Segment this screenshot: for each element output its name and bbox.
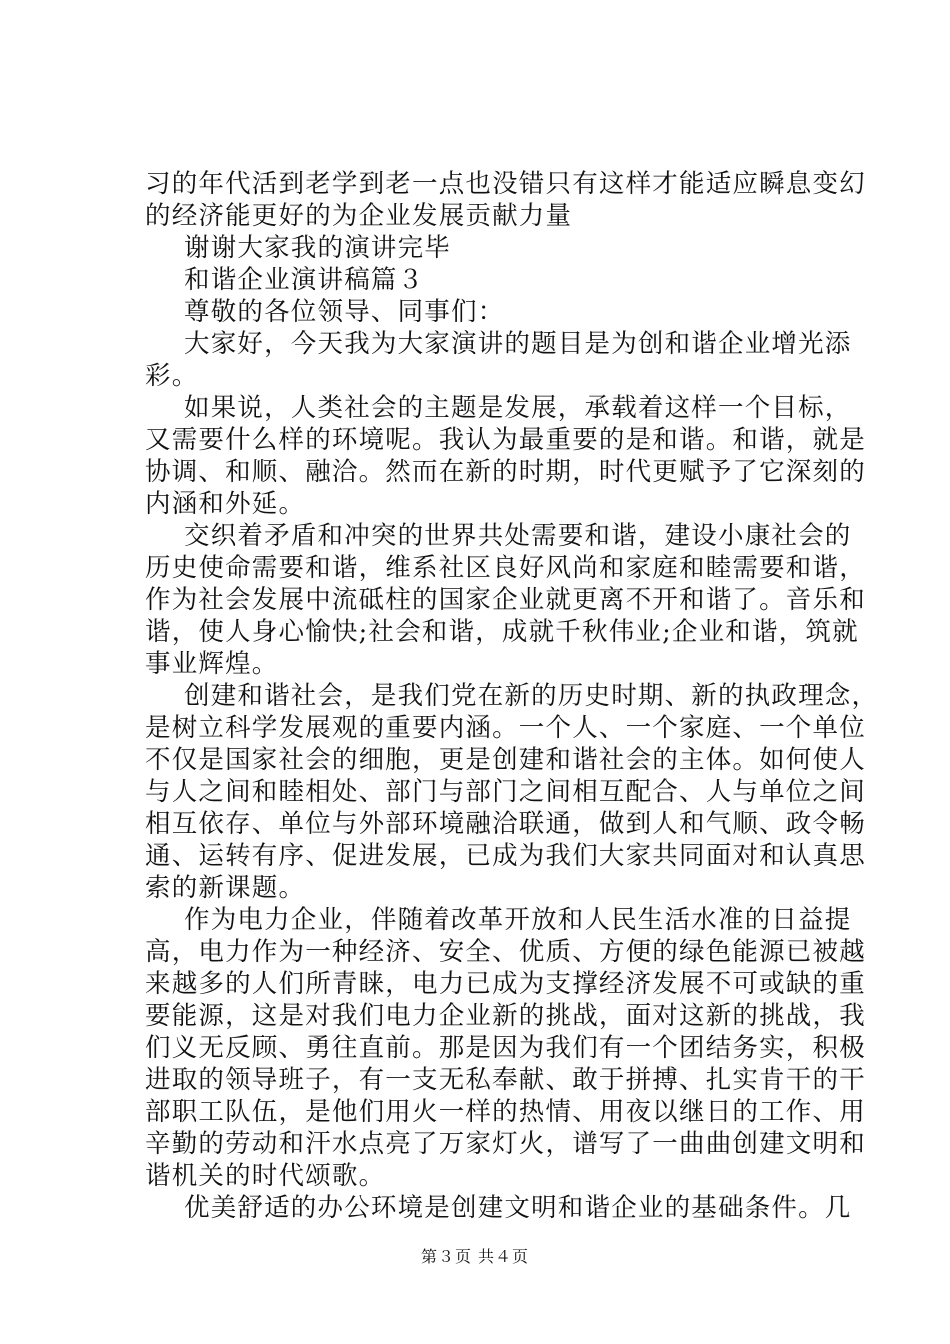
text-line: 们义无反顾、勇往直前。那是因为我们有一个团结务实，积极 bbox=[145, 1033, 866, 1063]
text-line: 谐机关的时代颂歌。 bbox=[145, 1161, 386, 1191]
text-line: 部职工队伍，是他们用火一样的热情、用夜以继日的工作、用 bbox=[145, 1097, 866, 1127]
text-line: 通、运转有序、促进发展，已成为我们大家共同面对和认真思 bbox=[145, 841, 866, 871]
document-body bbox=[145, 168, 879, 1224]
text-line: 事业辉煌。 bbox=[145, 649, 279, 679]
text-line: 的经济能更好的为企业发展贡献力量 bbox=[145, 201, 573, 231]
text-line: 和谐企业演讲稿篇３ bbox=[184, 265, 425, 295]
text-line: 进取的领导班子，有一支无私奉献、敢于拼搏、扎实肯干的干 bbox=[145, 1065, 866, 1095]
text-line: 习的年代活到老学到老一点也没错只有这样才能适应瞬息变幻 bbox=[145, 169, 866, 199]
text-line: 辛勤的劳动和汗水点亮了万家灯火，谱写了一曲曲创建文明和 bbox=[145, 1129, 866, 1159]
text-line: 协调、和顺、融洽。然而在新的时期，时代更赋予了它深刻的 bbox=[145, 457, 866, 487]
text-line: 交织着矛盾和冲突的世界共处需要和谐，建设小康社会的 bbox=[184, 521, 852, 551]
text-line: 相互依存、单位与外部环境融洽联通，做到人和气顺、政令畅 bbox=[145, 809, 866, 839]
text-line: 索的新课题。 bbox=[145, 873, 306, 903]
text-line: 高，电力作为一种经济、安全、优质、方便的绿色能源已被越 bbox=[145, 937, 866, 967]
text-line: 创建和谐社会，是我们党在新的历史时期、新的执政理念， bbox=[184, 681, 879, 711]
text-line: 彩。 bbox=[145, 361, 199, 391]
text-line: 历史使命需要和谐，维系社区良好风尚和家庭和睦需要和谐， bbox=[145, 553, 866, 583]
text-line: 与人之间和睦相处、部门与部门之间相互配合、人与单位之间 bbox=[145, 777, 866, 807]
text-line: 不仅是国家社会的细胞，更是创建和谐社会的主体。如何使人 bbox=[145, 745, 866, 775]
text-line: 谢谢大家我的演讲完毕 bbox=[184, 233, 452, 263]
text-line: 尊敬的各位领导、同事们： bbox=[184, 297, 505, 327]
text-line: 作为电力企业，伴随着改革开放和人民生活水准的日益提 bbox=[184, 905, 852, 935]
text-line: 作为社会发展中流砥柱的国家企业就更离不开和谐了。音乐和 bbox=[145, 585, 866, 615]
text-line: 大家好，今天我为大家演讲的题目是为创和谐企业增光添 bbox=[184, 329, 852, 359]
text-line: 内涵和外延。 bbox=[145, 489, 306, 519]
text-line: 谐，使人身心愉快;社会和谐，成就千秋伟业;企业和谐，筑就 bbox=[145, 617, 859, 647]
text-line: 又需要什么样的环境呢。我认为最重要的是和谐。和谐，就是 bbox=[145, 425, 866, 455]
text-line: 是树立科学发展观的重要内涵。一个人、一个家庭、一个单位 bbox=[145, 713, 866, 743]
text-line: 要能源，这是对我们电力企业新的挑战，面对这新的挑战，我 bbox=[145, 1001, 866, 1031]
page-number-footer: 第３页 共４页 bbox=[420, 1247, 530, 1266]
text-line: 如果说，人类社会的主题是发展，承载着这样一个目标， bbox=[184, 393, 852, 423]
text-line: 来越多的人们所青睐，电力已成为支撑经济发展不可或缺的重 bbox=[145, 969, 866, 999]
text-line: 优美舒适的办公环境是创建文明和谐企业的基础条件。几 bbox=[184, 1193, 852, 1223]
